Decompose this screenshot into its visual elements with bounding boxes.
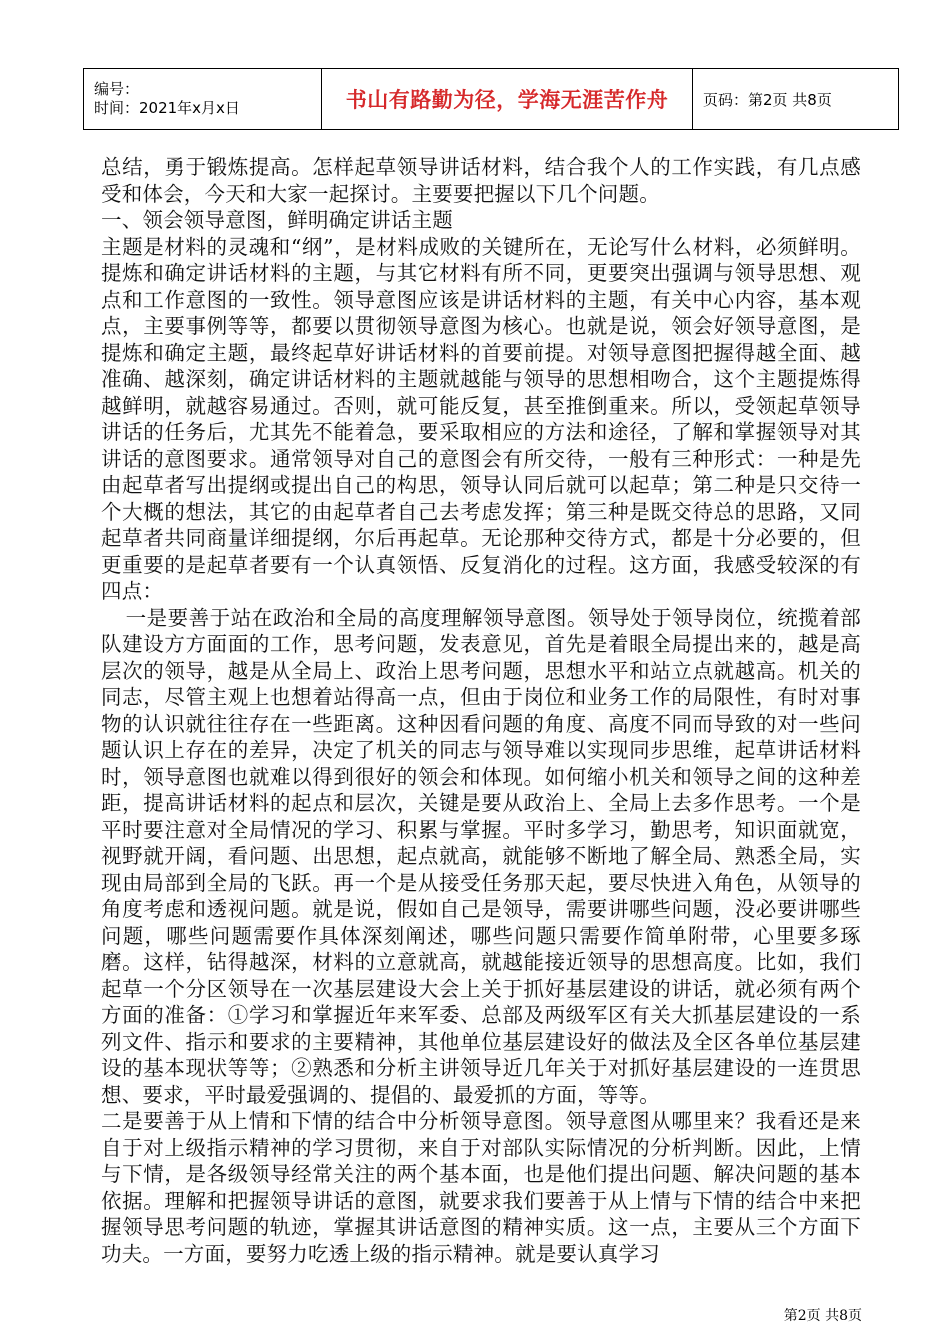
body-paragraph: 二是要善于从上情和下情的结合中分析领导意图。领导意图从哪里来？我看还是来自于对上级指示精神的学习贯彻，来自于对部队实际情况的分析判断。因此，上情与下情，是各级领导经常关注的两个基本面，也是他们提出问题、解决问题的基本依据。理解和把握领导讲话的意图，就要求我们要善于从上情与下情的结合中来把握领导思考问题的轨迹，掌握其讲话意图的精神实质。这一点，主要从三个方面下功夫。一方面，要努力吃透上级的指示精神。就是要认真学习	[101, 1109, 861, 1266]
header-page-cell	[693, 69, 899, 130]
body-paragraph: 一是要善于站在政治和全局的高度理解领导意图。领导处于领导岗位，统揽着部队建设方方面面的工作，思考问题，发表意见，首先是着眼全局提出来的，越是高层次的领导，越是从全局上、政治上思考问题，思想水平和站立点就越高。机关的同志，尽管主观上也想着站得高一点，但由于岗位和业务工作的局限性，有时对事物的认识就往往存在一些距离。这种因看问题的角度、高度不同而导致的对一些问题认识上存在的差异，决定了机关的同志与领导难以实现同步思维，起草讲话材料时，领导意图也就难以得到很好的领会和体现。如何缩小机关和领导之间的这种差距，提高讲话材料的起点和层次，关键是要从政治上、全局上去多作思考。一个是平时要注意对全局情况的学习、积累与掌握。平时多学习，勤思考，知识面就宽，视野就开阔，看问题、出思想，起点就高，就能够不断地了解全局、熟悉全局，实现由局部到全局的飞跃。再一个是从接受任务那天起，要尽快进入角色，从领导的角度考虑和透视问题。就是说，假如自己是领导，需要讲哪些问题，没必要讲哪些问题，哪些问题需要作具体深刻阐述，哪些问题只需要作简单附带，心里要多琢磨。这样，钻得越深，材料的立意就高，就越能接近领导的思想高度。比如，我们起草一个分区领导在一次基层建设大会上关于抓好基层建设的讲话，就必须有两个方面的准备：①学习和掌握近年来军委、总部及两级军区有关大抓基层建设的一系列文件、指示和要求的主要精神，其他单位基层建设好的做法及全区各单位基层建设的基本现状等等；②熟悉和分析主讲领导近几年关于对抓好基层建设的一连贯思想、要求，平时最爱强调的、提倡的、最爱抓的方面，等等。	[101, 605, 861, 1107]
section-heading: 一、领会领导意图，鲜明确定讲话主题	[101, 208, 453, 232]
header-page-info: 页码：第2页 共8页	[703, 90, 832, 109]
header-motto: 书山有路勤为径，学海无涯苦作舟	[345, 88, 669, 112]
document-header	[83, 68, 899, 130]
header-meta-cell	[84, 69, 322, 130]
page-footer: 第2页 共8页	[783, 1308, 862, 1324]
document-time-label: 时间：2021年x月x日	[94, 99, 240, 117]
body-paragraph: 主题是材料的灵魂和“纲”，是材料成败的关键所在，无论写什么材料，必须鲜明。提炼和确定讲话材料的主题，与其它材料有所不同，更要突出强调与领导思想、观点和工作意图的一致性。领导意图应该是讲话材料的主题，有关中心内容，基本观点，主要事例等等，都要以贯彻领导意图为核心。也就是说，领会好领导意图，是提炼和确定主题，最终起草好讲话材料的首要前提。对领导意图把握得越全面、越准确、越深刻，确定讲话材料的主题就越能与领导的思想相吻合，这个主题提炼得越鲜明，就越容易通过。否则，就可能反复，甚至推倒重来。所以，受领起草领导讲话的任务后，尤其先不能着急，要采取相应的方法和途径，了解和掌握领导对其讲话的意图要求。通常领导对自己的意图会有所交待，一般有三种形式：一种是先由起草者写出提纲或提出自己的构思，领导认同后就可以起草；第二种是只交待一个大概的想法，其它的由起草者自己去考虑发挥；第三种是既交待总的思路，又同起草者共同商量详细提纲，尔后再起草。无论那种交待方式，都是十分必要的，但更重要的是起草者要有一个认真领悟、反复消化的过程。这方面，我感受较深的有四点：	[101, 234, 861, 603]
document-number-label: 编号：	[94, 80, 140, 98]
document-body	[101, 154, 861, 1267]
header-motto-cell	[322, 69, 693, 130]
body-paragraph: 总结，勇于锻炼提高。怎样起草领导讲话材料，结合我个人的工作实践，有几点感受和体会，今天和大家一起探讨。主要要把握以下几个问题。	[101, 155, 861, 206]
